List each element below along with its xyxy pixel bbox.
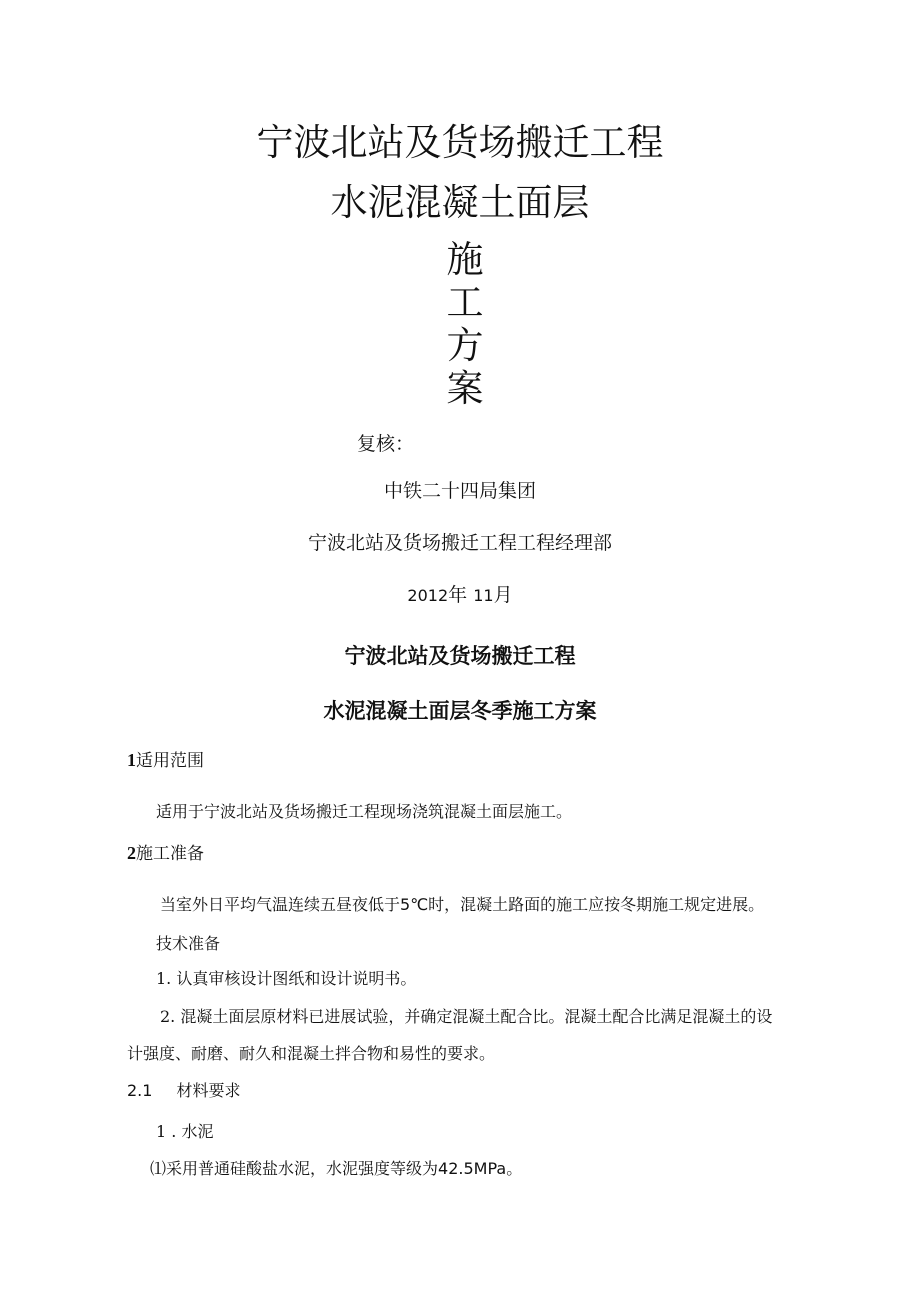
section1-title: 适用范围: [136, 751, 204, 771]
cover-vertical-char: 案: [446, 367, 484, 410]
section1-number: 1: [127, 750, 136, 770]
cover-date-year-unit: 年: [448, 584, 468, 606]
tech-prep-item2-line2: 计强度、耐磨、耐久和混凝土拌合物和易性的要求。: [127, 1044, 496, 1063]
tech-prep-item2-line1: 2. 混凝土面层原材料已进展试验，并确定混凝土配合比。混凝土配合比满足混凝土的设: [160, 1007, 773, 1026]
doc-heading-line1: 宁波北站及货场搬迁工程: [344, 644, 576, 668]
tech-prep-item1: 1. 认真审核设计图纸和设计说明书。: [156, 969, 417, 988]
cover-title-line2: 水泥混凝土面层: [330, 181, 590, 224]
subsection-title: 材料要求: [176, 1081, 241, 1100]
doc-heading-line2: 水泥混凝土面层冬季施工方案: [323, 699, 597, 723]
para1-text-b: 时，混凝土路面的施工应按冬期施工规定进展。: [428, 895, 765, 914]
para1-text-a: 当室外日平均气温连续五昼夜低于: [160, 895, 401, 914]
cover-company: 中铁二十四局集团: [383, 480, 536, 502]
section2-heading: [127, 839, 204, 864]
cement-item: 1 . 水泥: [156, 1122, 214, 1141]
cement-detail: [150, 1156, 522, 1179]
subsection-number: 2.1: [127, 1081, 153, 1100]
cement-strength-value: 42.5MPa: [438, 1159, 507, 1178]
section1-text: 适用于宁波北站及货场搬迁工程现场浇筑混凝土面层施工。: [156, 802, 573, 821]
cover-vertical-char: 方: [446, 324, 484, 367]
section2-paragraph1: [160, 892, 764, 915]
subsection-heading: [127, 1078, 240, 1101]
cover-title-line1: 宁波北站及货场搬迁工程: [256, 121, 664, 164]
cover-date: [0, 580, 920, 607]
cover-review-label: 复核：: [357, 433, 415, 455]
para1-temperature: 5℃: [400, 895, 429, 914]
cover-vertical-char: 施: [446, 238, 484, 281]
cover-date-year: 2012: [407, 586, 449, 605]
tech-prep-label: 技术准备: [156, 934, 221, 953]
cement-detail-c: 。: [506, 1159, 523, 1178]
cover-date-month-unit: 月: [493, 584, 513, 606]
cover-vertical-title: [443, 238, 487, 410]
cement-detail-a: ⑴采用普通硅酸盐水泥，水泥强度等级为: [150, 1159, 439, 1178]
section2-number: 2: [127, 843, 136, 863]
cover-vertical-char: 工: [446, 281, 484, 324]
section1-heading: [127, 746, 204, 771]
cover-department: 宁波北站及货场搬迁工程工程经理部: [307, 532, 612, 554]
cover-date-month: 11: [473, 586, 494, 605]
section2-title: 施工准备: [136, 844, 204, 864]
